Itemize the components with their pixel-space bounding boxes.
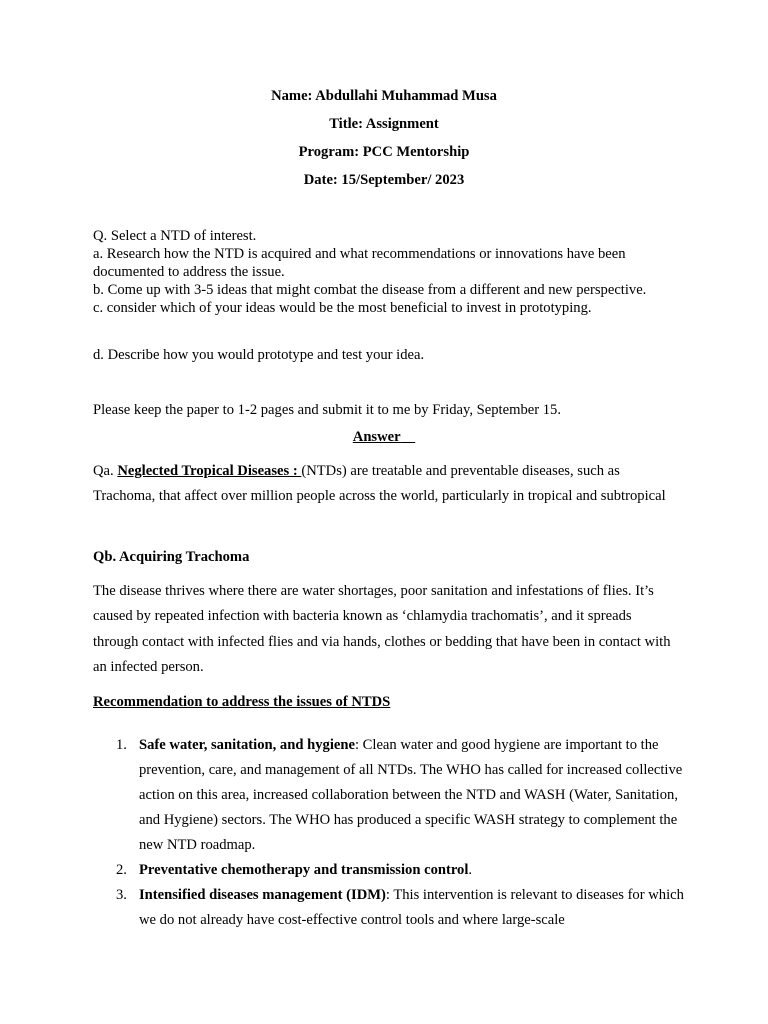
- recommendation-list: [93, 733, 688, 933]
- list-item-number: 2.: [116, 862, 127, 878]
- qa-text: (NTDs) are treatable and preventable diseases, such as Trachoma, that affect over million people across the world, particularly in tropical and subtropical: [93, 463, 666, 505]
- list-item: [93, 733, 688, 858]
- list-item: [93, 858, 688, 883]
- question-c: c. consider which of your ideas would be the most beneficial to invest in prototyping.: [93, 300, 592, 316]
- qa-term: Neglected Tropical Diseases :: [117, 463, 302, 479]
- question-b: b. Come up with 3-5 ideas that might combat the disease from a different and new perspective.: [93, 282, 647, 298]
- question-d: d. Describe how you would prototype and test your idea.: [93, 347, 425, 363]
- list-item-text: .: [468, 862, 473, 878]
- document-date: Date: 15/September/ 2023: [303, 172, 465, 188]
- list-item-title: Intensified diseases management (IDM): [139, 887, 386, 903]
- qa-paragraph: [93, 459, 673, 510]
- list-item-number: 1.: [116, 737, 127, 753]
- list-item-number: 3.: [116, 887, 127, 903]
- list-item-text: : Clean water and good hygiene are important to the prevention, care, and management of all NTDs. The WHO has called for increased collective action on this area, increased collaboration between the NTD and WASH (Water, Sanitation, and Hygiene) sectors. The WHO has produced a specific WASH strategy to complement the new NTD roadmap.: [139, 737, 683, 853]
- qa-prefix: Qa.: [93, 463, 118, 479]
- program-name: Program: PCC Mentorship: [298, 144, 470, 160]
- list-item-title: Safe water, sanitation, and hygiene: [139, 737, 355, 753]
- list-item: [93, 883, 688, 933]
- question-intro: Q. Select a NTD of interest.: [93, 228, 257, 244]
- answer-heading: [0, 429, 768, 446]
- answer-heading-text: Answer: [352, 429, 401, 445]
- instruction-text: Please keep the paper to 1-2 pages and submit it to me by Friday, September 15.: [93, 402, 561, 418]
- list-item-text: : This intervention is relevant to diseases for which we do not already have cost-effective control tools and where large-scale: [139, 887, 684, 928]
- recommendation-heading: Recommendation to address the issues of NTDS: [93, 694, 391, 710]
- list-item-title: Preventative chemotherapy and transmission control: [139, 862, 469, 878]
- question-block: [93, 227, 673, 317]
- question-a: a. Research how the NTD is acquired and what recommendations or innovations have been documented to address the issue.: [93, 246, 626, 280]
- author-name: Name: Abdullahi Muhammad Musa: [271, 88, 497, 104]
- qb-heading: Qb. Acquiring Trachoma: [93, 549, 250, 565]
- qb-paragraph: The disease thrives where there are water shortages, poor sanitation and infestations of flies. It’s caused by repeated infection with bacteria known as ‘chlamydia trachomatis’, and it spreads through contact with infected flies and via hands, clothes or bedding that have been in contact with an infected person.: [93, 583, 671, 675]
- document-title: Title: Assignment: [329, 116, 439, 132]
